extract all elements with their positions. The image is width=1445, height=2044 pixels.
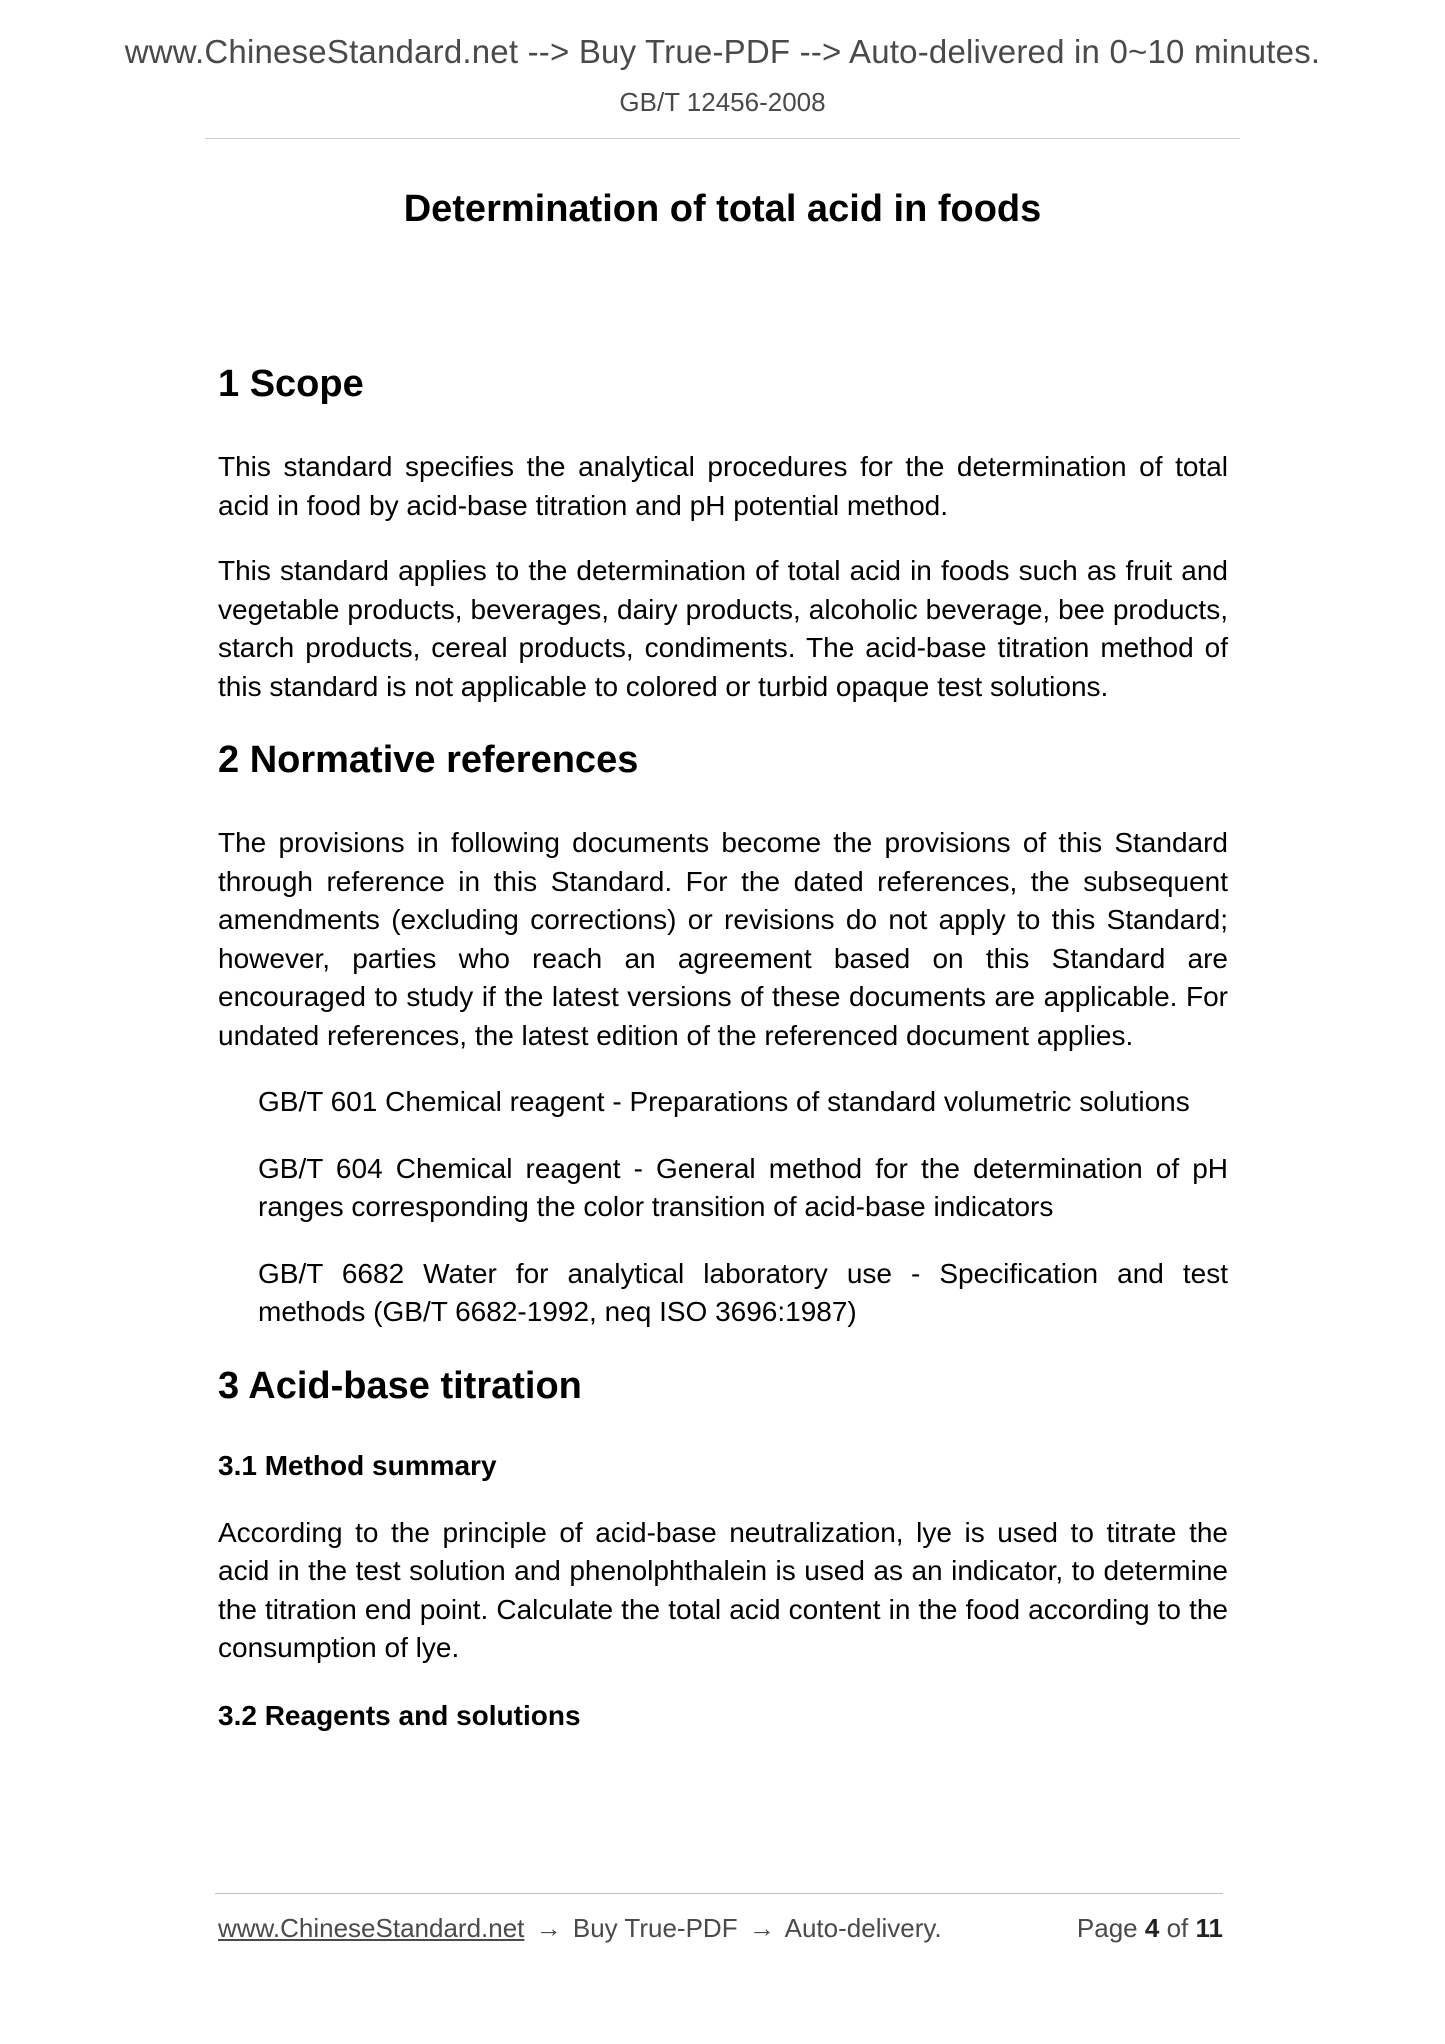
reference-item: GB/T 6682 Water for analytical laboratory use - Specification and test methods (GB/T 6682-1992, neq ISO 3696:1987) — [258, 1257, 1228, 1327]
header-divider — [205, 138, 1240, 139]
promo-banner-text: www.ChineseStandard.net --> Buy True-PDF --> Auto-delivered in 0~10 minutes. — [124, 33, 1321, 70]
standard-code: GB/T 12456-2008 — [619, 87, 826, 117]
page-of-label: of — [1166, 1913, 1189, 1943]
page-footer — [218, 1910, 1223, 1946]
arrow-right-icon: → — [535, 1913, 562, 1943]
reference-item: GB/T 601 Chemical reagent - Preparations of standard volumetric solutions — [258, 1086, 1190, 1117]
page-header — [0, 30, 1445, 118]
method-summary-paragraph: According to the principle of acid-base neutralization, lye is used to titrate the acid in the test solution and phenolphthalein is used as an indicator, to determine the titration end point. Calculate the total acid content in the food according to the consumption of lye. — [218, 1516, 1228, 1663]
footer-delivery-text: Auto-delivery. — [784, 1913, 942, 1943]
footer-promo — [218, 1910, 942, 1946]
section-heading-acid-base-titration: 3 Acid-base titration — [218, 1364, 582, 1407]
total-pages-number: 11 — [1195, 1913, 1223, 1943]
page-indicator — [1077, 1910, 1223, 1946]
current-page-number: 4 — [1144, 1913, 1160, 1943]
scope-paragraph-1: This standard specifies the analytical procedures for the determination of total acid in food by acid-base titration and pH potential method. — [218, 451, 1228, 521]
scope-paragraph-2: This standard applies to the determination of total acid in foods such as fruit and vegetable products, beverages, dairy products, alcoholic beverage, bee products, starch products, cereal products, condiments. The acid-base titration method of this standard is not applicable to colored or turbid opaque test solutions. — [218, 555, 1228, 702]
subsection-heading-method-summary: 3.1 Method summary — [218, 1449, 497, 1481]
footer-divider — [215, 1893, 1223, 1894]
subsection-heading-reagents: 3.2 Reagents and solutions — [218, 1699, 581, 1731]
document-body — [218, 360, 1228, 1734]
page-label: Page — [1076, 1913, 1138, 1943]
footer-buy-text: Buy True-PDF — [572, 1913, 738, 1943]
section-heading-normative-references: 2 Normative references — [218, 739, 639, 781]
section-heading-scope: 1 Scope — [218, 363, 364, 405]
normative-references-intro: The provisions in following documents become the provisions of this Standard through reference in this Standard. For the dated references, the subsequent amendments (excluding corrections) or revisions do not apply to this Standard; however, parties who reach an agreement based on this Standard are encouraged to study if the latest versions of these documents are applicable. For undated references, the latest edition of the referenced document applies. — [218, 827, 1228, 1051]
document-title: Determination of total acid in foods — [403, 188, 1042, 230]
footer-site-link[interactable]: www.ChineseStandard.net — [218, 1913, 525, 1943]
arrow-right-icon: → — [748, 1913, 775, 1943]
reference-item: GB/T 604 Chemical reagent - General method for the determination of pH ranges corresponding the color transition of acid-base indicators — [258, 1152, 1228, 1222]
